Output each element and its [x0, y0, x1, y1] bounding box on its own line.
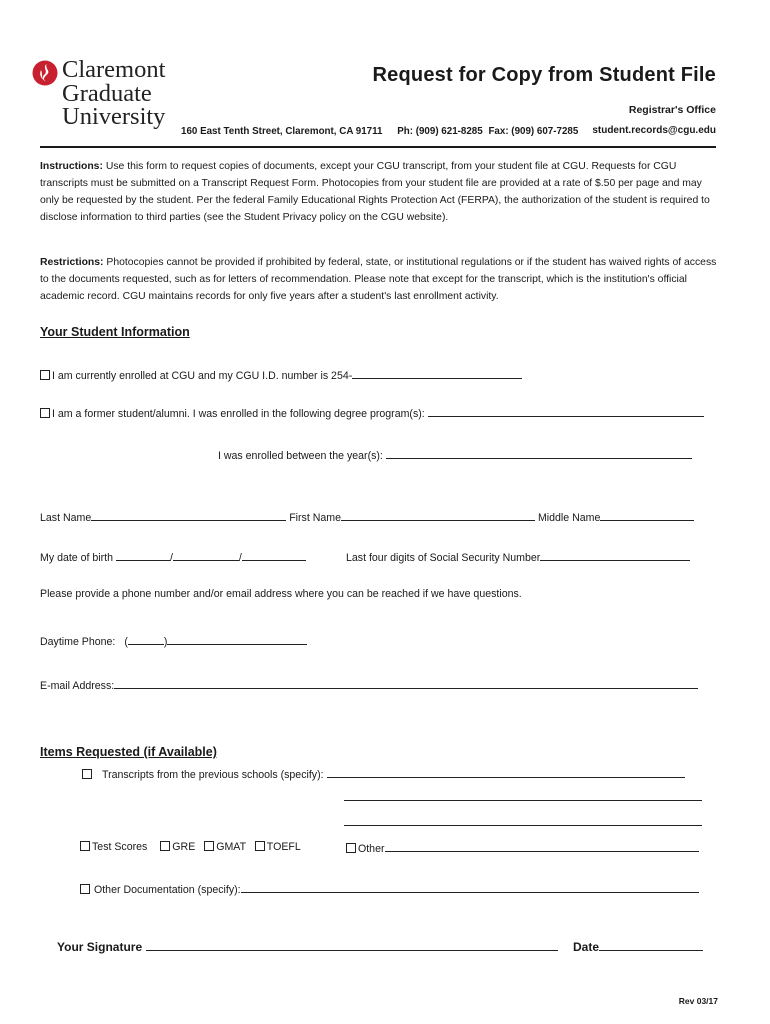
other-field[interactable]	[385, 841, 699, 852]
gmat-checkbox[interactable]	[204, 841, 214, 851]
signature-field[interactable]	[146, 939, 558, 951]
enrolled-years-row	[218, 448, 692, 462]
former-student-row	[40, 406, 704, 420]
gre-checkbox[interactable]	[160, 841, 170, 851]
other-documentation-row	[80, 882, 699, 896]
transcripts-row	[82, 767, 685, 781]
other-documentation-checkbox[interactable]	[80, 884, 90, 894]
gmat-label: GMAT	[216, 841, 246, 853]
email-row	[40, 678, 698, 692]
date-row	[573, 939, 703, 954]
other-documentation-field[interactable]	[241, 882, 699, 893]
dob-label: My date of birth	[40, 552, 114, 564]
dob-separator: /	[238, 552, 242, 564]
transcripts-field-line-3[interactable]	[344, 825, 702, 826]
transcripts-field[interactable]	[327, 767, 685, 778]
restrictions-label: Restrictions:	[40, 257, 104, 268]
restrictions-text: Photocopies cannot be provided if prohibited by federal, state, or institutional regulations or if the student has waived rights of access to the documents requested, such as for letters of recommendation. Please note that except for the transcript, which is the institution's official academic record. CGU maintains records for only five years after a student's last enrollment activity.	[40, 257, 717, 302]
items-requested-heading: Items Requested (if Available)	[40, 745, 217, 759]
transcripts-label: Transcripts from the previous schools (specify):	[102, 769, 324, 781]
contact-prompt: Please provide a phone number and/or email address where you can be reached if we have questions.	[40, 588, 522, 600]
last-name-field[interactable]	[91, 510, 286, 521]
enrolled-years-field[interactable]	[386, 448, 692, 459]
other-row	[346, 841, 699, 855]
former-student-label: I am a former student/alumni. I was enrolled in the following degree program(s):	[52, 408, 425, 420]
daytime-phone-row	[40, 634, 307, 648]
daytime-phone-label: Daytime Phone:	[40, 636, 116, 648]
cgu-id-field[interactable]	[352, 368, 522, 379]
email-address-field[interactable]	[114, 678, 698, 689]
test-scores-row	[80, 841, 301, 853]
street-address: 160 East Tenth Street, Claremont, CA 91711	[181, 126, 383, 137]
test-scores-checkbox[interactable]	[80, 841, 90, 851]
ssn-field[interactable]	[540, 550, 690, 561]
restrictions-paragraph	[40, 254, 720, 305]
fax-number: Fax: (909) 607-7285	[488, 126, 579, 137]
last-name-label: Last Name	[40, 512, 92, 524]
email-address-label: E-mail Address:	[40, 680, 115, 692]
contact-row	[181, 126, 578, 137]
first-name-field[interactable]	[341, 510, 535, 521]
enrolled-row	[40, 368, 522, 382]
first-name-label: First Name	[289, 512, 341, 524]
toefl-checkbox[interactable]	[255, 841, 265, 851]
enrolled-years-label: I was enrolled between the year(s):	[218, 450, 383, 462]
middle-name-label: Middle Name	[537, 512, 601, 524]
student-info-heading: Your Student Information	[40, 325, 190, 339]
header-divider	[40, 146, 716, 148]
dob-month-field[interactable]	[116, 550, 170, 561]
revision-label: Rev 03/17	[678, 996, 718, 1006]
office-name: Registrar's Office	[628, 104, 716, 116]
signature-row	[57, 939, 558, 954]
enrolled-checkbox[interactable]	[40, 370, 50, 380]
logo-wordmark: Claremont Graduate University	[62, 56, 166, 130]
phone-number: Ph: (909) 621-8285	[397, 126, 483, 137]
other-checkbox[interactable]	[346, 843, 356, 853]
flame-logo-icon	[32, 60, 58, 86]
office-email: student.records@cgu.edu	[592, 125, 716, 136]
daytime-phone-field[interactable]	[167, 634, 307, 645]
toefl-label: TOEFL	[266, 841, 301, 853]
area-code-paren: )	[163, 636, 168, 648]
dob-year-field[interactable]	[242, 550, 306, 561]
area-code-field[interactable]	[128, 634, 164, 645]
transcripts-checkbox[interactable]	[82, 769, 92, 779]
enrolled-label: I am currently enrolled at CGU and my CGU I.D. number is 254-	[52, 370, 353, 382]
ssn-label: Last four digits of Social Security Number	[346, 552, 541, 564]
page-title: Request for Copy from Student File	[372, 64, 716, 86]
signature-label: Your Signature	[57, 940, 143, 954]
other-label: Other	[358, 843, 385, 855]
instructions-paragraph	[40, 158, 720, 226]
ssn-row	[346, 550, 690, 564]
date-field[interactable]	[599, 939, 703, 951]
dob-row	[40, 550, 306, 564]
other-documentation-label: Other Documentation (specify):	[94, 884, 241, 896]
former-student-checkbox[interactable]	[40, 408, 50, 418]
test-scores-label: Test Scores	[92, 841, 148, 853]
instructions-label: Instructions:	[40, 161, 103, 172]
name-row	[40, 510, 694, 524]
dob-day-field[interactable]	[173, 550, 239, 561]
dob-separator: /	[169, 552, 173, 564]
degree-program-field[interactable]	[428, 406, 704, 417]
area-code-paren: (	[124, 636, 128, 648]
cgu-logo	[32, 58, 182, 134]
gre-label: GRE	[172, 841, 196, 853]
transcripts-field-line-2[interactable]	[344, 800, 702, 801]
instructions-text: Use this form to request copies of documents, except your CGU transcript, from your student file at CGU. Requests for CGU transcripts must be submitted on a Transcript Request Form. Photocopies from your student file are provided at a rate of $.50 per page and may only be requested by the student. Per the federal Family Educational Rights Protection Act (FERPA), the authorization of the student is required to disclose information to third parties (see the Student Privacy policy on the CGU website).	[40, 161, 710, 223]
date-label: Date	[573, 940, 600, 954]
middle-name-field[interactable]	[600, 510, 694, 521]
